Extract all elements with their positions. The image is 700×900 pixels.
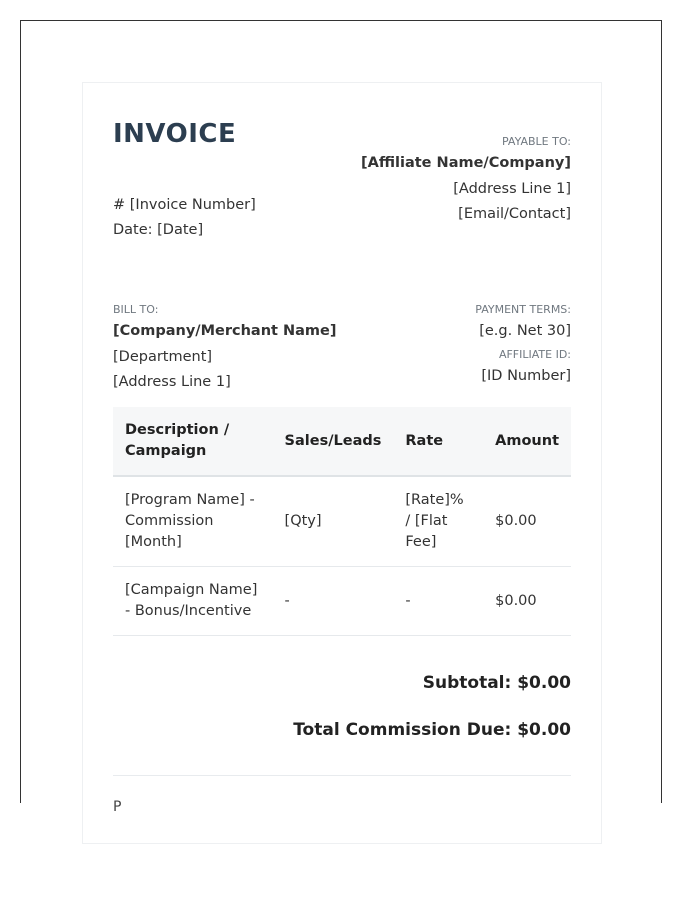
bill-to-department: [Department] (113, 349, 213, 365)
payable-to-label: PAYABLE TO: (501, 135, 571, 148)
row-rate: - (393, 567, 483, 636)
payment-terms-value: [e.g. Net 30] (479, 323, 571, 339)
row-amount: $0.00 (483, 476, 571, 567)
invoice-number: # [Invoice Number] (113, 197, 256, 213)
payment-terms-label: PAYMENT TERMS: (475, 303, 571, 316)
invoice-title: INVOICE (113, 119, 237, 149)
row-quantity: - (273, 567, 394, 636)
bill-to-name: [Company/Merchant Name] (113, 323, 337, 339)
bill-to-address: [Address Line 1] (113, 374, 231, 390)
total-commission-due: Total Commission Due: $0.00 (293, 720, 571, 740)
row-description: [Program Name] - Commission [Month] (113, 476, 273, 567)
table-header-row (113, 407, 571, 476)
payable-to-name: [Affiliate Name/Company] (361, 155, 571, 171)
table-row (113, 476, 571, 567)
footer-divider (113, 775, 571, 776)
invoice-date: Date: [Date] (113, 222, 204, 238)
table-row (113, 567, 571, 636)
affiliate-id-label: AFFILIATE ID: (498, 348, 571, 361)
bill-to-label: BILL TO: (113, 303, 159, 316)
payable-to-contact: [Email/Contact] (458, 206, 571, 222)
col-rate: Rate (393, 407, 483, 476)
col-sales-leads: Sales/Leads (273, 407, 394, 476)
invoice-document (82, 82, 602, 844)
subtotal: Subtotal: $0.00 (422, 673, 571, 693)
page-frame (20, 20, 662, 815)
row-amount: $0.00 (483, 567, 571, 636)
payable-to-address: [Address Line 1] (453, 181, 571, 197)
col-description: Description / Campaign (113, 407, 273, 476)
col-amount: Amount (483, 407, 571, 476)
row-rate: [Rate]% / [Flat Fee] (393, 476, 483, 567)
row-quantity: [Qty] (273, 476, 394, 567)
footer-partial-text: P (113, 799, 122, 815)
affiliate-id-value: [ID Number] (481, 368, 571, 384)
row-description: [Campaign Name] - Bonus/Incentive (113, 567, 273, 636)
line-items-table (113, 407, 571, 636)
